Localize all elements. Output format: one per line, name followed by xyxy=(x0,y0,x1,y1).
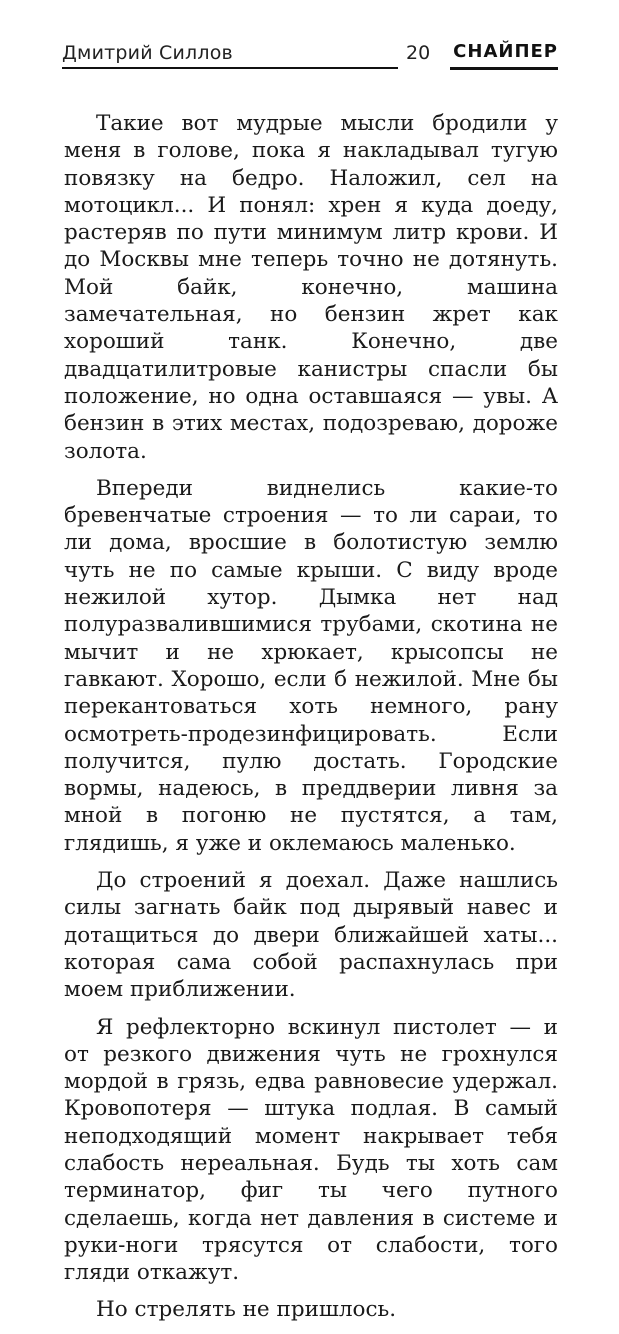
paragraph: До строений я доехал. Даже нашлись силы загнать байк под дырявый навес и дотащиться до двери ближайшей хаты... которая сама собой распахнулась при моем приближении. xyxy=(64,868,558,1003)
series-title: СНАЙПЕР xyxy=(453,41,558,62)
header-rule-left xyxy=(62,67,398,69)
paragraph: Я рефлекторно вскинул пистолет — и от резкого движения чуть не грохнулся мордой в грязь, едва равновесие удержал. Кровопотеря — штука подлая. В самый неподходящий момент накрывает тебя слабость нереальная. Будь ты хоть сам терминатор, фиг ты чего путного сделаешь, когда нет давления в системе и руки-ноги трясутся от слабости, того гляди откажут. xyxy=(64,1014,558,1286)
paragraph: Такие вот мудрые мысли бродили у меня в голове, пока я накладывал тугую повязку на бедро. Наложил, сел на мотоцикл... И понял: хрен я куда доеду, растеряв по пути минимум литр крови. И до Москвы мне теперь точно не дотянуть. Мой байк, конечно, машина замечательная, но бензин жрет как хороший танк. Конечно, две двадцатилитровые канистры спасли бы положение, но одна оставшаяся — увы. А бензин в этих местах, подозреваю, дороже золота. xyxy=(64,111,558,464)
header-rule-right xyxy=(450,67,558,70)
author-name: Дмитрий Силлов xyxy=(62,42,233,64)
paragraph: Но стрелять не пришлось. xyxy=(96,1297,397,1323)
paragraph: Впереди виднелись какие-то бревенчатые строения — то ли сараи, то ли дома, вросшие в болотистую землю чуть не по самые крыши. С виду вроде нежилой хутор. Дымка нет над полуразвалившимися трубами, скотина не мычит и не хрюкает, крысопсы не гавкают. Хорошо, если б нежилой. Мне бы перекантоваться хоть немного, рану осмотреть-продезинфицировать. Если получится, пулю достать. Городские вормы, надеюсь, в преддверии ливня за мной в погоню не пустятся, а там, глядишь, я уже и оклемаюсь маленько. xyxy=(64,475,558,856)
running-header xyxy=(62,40,558,72)
page-number: 20 xyxy=(406,42,431,64)
body-text xyxy=(64,110,558,1334)
